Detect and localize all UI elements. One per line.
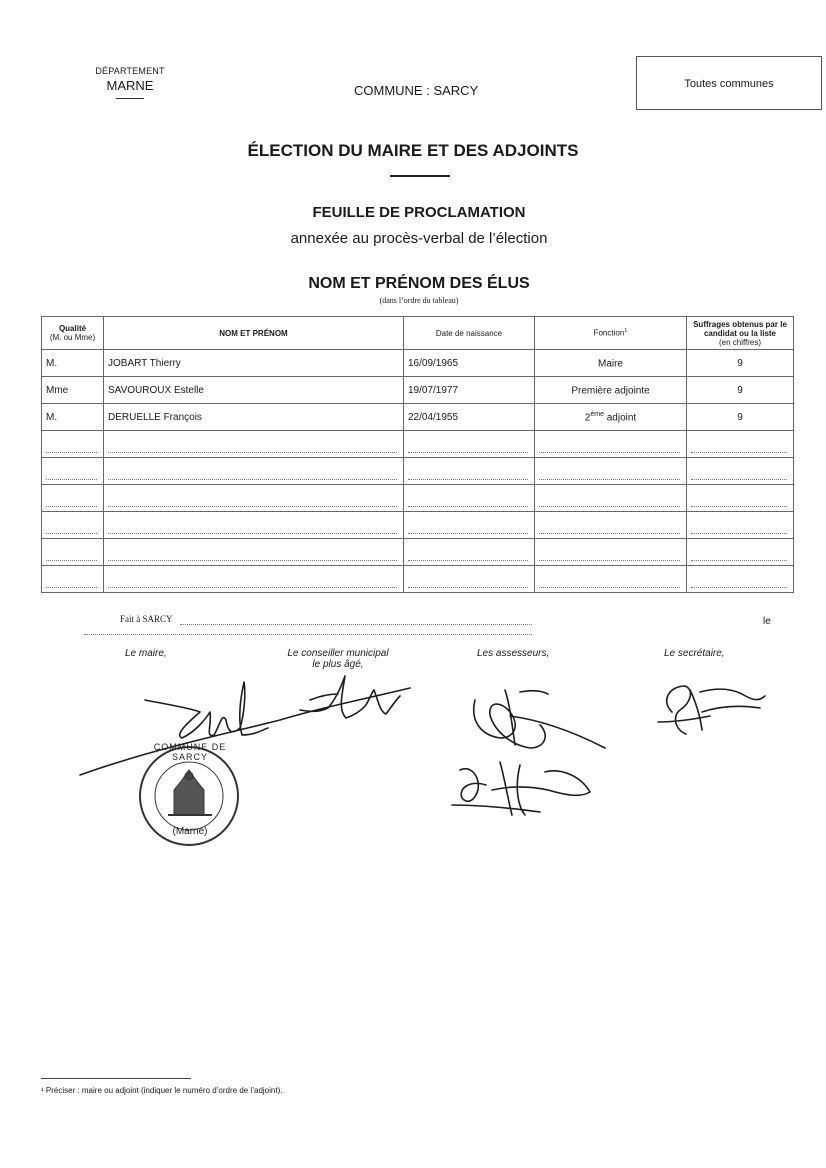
empty-cell [104,512,404,539]
table-row-empty [42,512,794,539]
empty-cell [687,539,794,566]
department-block [80,66,180,99]
empty-cell [404,458,535,485]
empty-cell [404,539,535,566]
communes-box-text: Toutes communes [684,78,774,90]
row-fonction-text: 2 [584,412,591,424]
empty-cell [535,512,687,539]
row-fonction [535,404,687,431]
row-fonction-text: Maire [597,358,623,370]
empty-cell [687,458,794,485]
empty-cell [42,512,104,539]
title-rule [390,175,450,177]
table-row-empty [42,539,794,566]
conseiller-signature [300,676,400,718]
empty-cell [404,512,535,539]
header-suffrages [687,317,794,350]
communes-box [636,56,822,110]
fait-a: Fait à SARCY [120,614,173,624]
page-title: ÉLECTION DU MAIRE ET DES ADJOINTS [247,141,579,160]
empty-cell [535,485,687,512]
empty-cell [42,566,104,593]
empty-cell [404,431,535,458]
empty-cell [42,458,104,485]
le-label: le [763,616,771,627]
secretaire-signature [658,686,765,734]
stamp-text: COMMUNE DE SARCY [153,742,227,762]
maire-signature [80,682,410,775]
empty-cell [535,458,687,485]
empty-cell [42,539,104,566]
empty-cell [404,566,535,593]
row-nom: SAVOUROUX Estelle [104,377,404,404]
empty-cell [535,539,687,566]
header-naissance: Date de naissance [404,317,535,350]
row-qualite: M. [42,350,104,377]
row-fonction-text: Première adjointe [571,385,650,397]
table-row-empty [42,485,794,512]
header-fonction-label: Fonction [593,328,625,338]
empty-cell [104,539,404,566]
empty-cell [687,485,794,512]
fait-dotted-line [84,634,532,635]
empty-cell [535,566,687,593]
empty-cell [687,512,794,539]
sig-label-assesseurs: Les assesseurs, [477,648,550,659]
row-fonction [535,377,687,404]
empty-cell [104,458,404,485]
header-qualite-sub: (M. ou Mme) [49,333,96,342]
table-header-row [42,317,794,350]
row-qualite: Mme [42,377,104,404]
fait-dotted-line [180,624,532,625]
table-row-empty [42,458,794,485]
header-suffrages-label: Suffrages obtenus par le candidat ou la liste [693,319,787,338]
sig-label-conseiller-line1: Le conseiller municipal [287,648,389,659]
row-naissance: 16/09/1965 [404,350,535,377]
sig-label-conseiller [282,648,394,670]
table-row [42,350,794,377]
row-fonction-rest: adjoint [603,412,637,424]
empty-cell [104,431,404,458]
row-naissance: 22/04/1955 [404,404,535,431]
row-fonction [535,350,687,377]
section-title: NOM ET PRÉNOM DES ÉLUS [308,275,530,292]
header-nom: NOM ET PRÉNOM [104,317,404,350]
header-qualite-label: Qualité [58,324,87,333]
section-note: (dans l’ordre du tableau) [379,296,459,305]
empty-cell [687,431,794,458]
empty-cell [687,566,794,593]
empty-cell [104,485,404,512]
header-fonction-sup: 1 [624,328,628,335]
row-nom: JOBART Thierry [104,350,404,377]
header-fonction [535,317,687,350]
department-label: DÉPARTEMENT [95,66,165,76]
department-rule [116,98,144,99]
row-suffrages: 9 [687,377,794,404]
table-row-empty [42,431,794,458]
sig-label-maire: Le maire, [125,648,167,659]
empty-cell [42,485,104,512]
row-naissance: 19/07/1977 [404,377,535,404]
annex-line: annexée au procès-verbal de l’élection [290,230,548,247]
empty-cell [42,431,104,458]
row-suffrages: 9 [687,350,794,377]
table-row-empty [42,566,794,593]
footnote: ¹ Préciser : maire ou adjoint (indiquer le numéro d’ordre de l’adjoint). [41,1086,283,1095]
footnote-rule [41,1078,191,1079]
sig-label-conseiller-line2: le plus âgé, [312,659,364,670]
header-suffrages-sub: (en chiffres) [718,337,762,347]
header-qualite [42,317,104,350]
table-row [42,404,794,431]
sig-label-secretaire: Le secrétaire, [664,648,725,659]
empty-cell [104,566,404,593]
table-row [42,377,794,404]
commune-name: COMMUNE : SARCY [354,83,479,98]
page-subtitle: FEUILLE DE PROCLAMATION [312,204,526,221]
department-name: MARNE [106,78,154,93]
assesseur-2-signature [452,762,590,815]
empty-cell [535,431,687,458]
stamp-sub: (Marne) [172,826,208,837]
empty-cell [404,485,535,512]
row-qualite: M. [42,404,104,431]
elected-table [41,316,794,593]
row-suffrages: 9 [687,404,794,431]
row-fonction-sup: ème [590,410,604,418]
row-nom: DERUELLE François [104,404,404,431]
assesseur-1-signature [474,690,605,748]
